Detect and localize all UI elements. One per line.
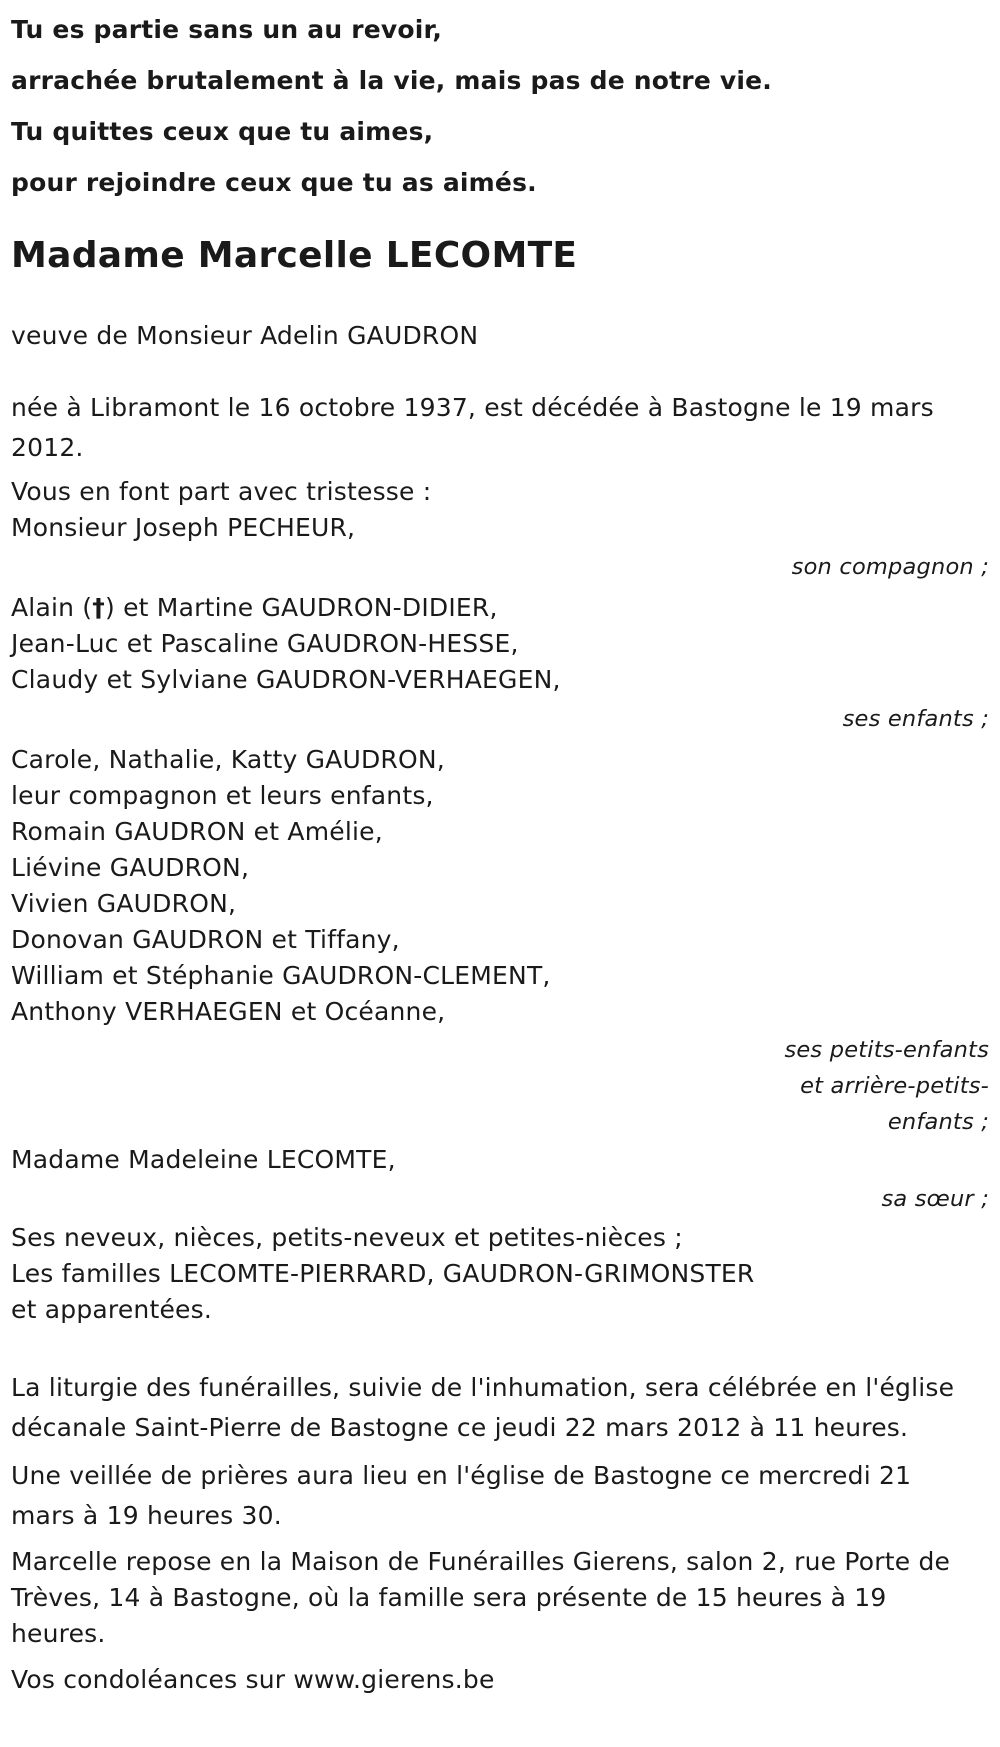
- obituary-content: [11, 0, 989, 1700]
- companion-relation: son compagnon ;: [791, 554, 989, 580]
- poem-line: pour rejoindre ceux que tu as aimés.: [11, 168, 537, 197]
- birth-death-info: née à Libramont le 16 octobre 1937, est décédée à Bastogne le 19 mars 2012.: [11, 393, 934, 462]
- companion-name: Monsieur Joseph PECHEUR,: [11, 513, 356, 542]
- grandchildren-relation: [11, 1032, 989, 1140]
- grandchild-line: Carole, Nathalie, Katty GAUDRON,: [11, 745, 445, 774]
- grandchild-line: Anthony VERHAEGEN et Océanne,: [11, 997, 446, 1026]
- widow-of: veuve de Monsieur Adelin GAUDRON: [11, 321, 479, 350]
- grandchild-line: Vivien GAUDRON,: [11, 889, 237, 918]
- announcement-intro: Vous en font part avec tristesse :: [11, 477, 432, 506]
- vigil-info: Une veillée de prières aura lieu en l'église de Bastogne ce mercredi 21 mars à 19 heures 30.: [11, 1461, 912, 1530]
- grandchild-line: William et Stéphanie GAUDRON-CLEMENT,: [11, 961, 551, 990]
- grandchildren-list: [11, 742, 989, 1030]
- grandchild-line: leur compagnon et leurs enfants,: [11, 781, 434, 810]
- other-relatives-line: et apparentées.: [11, 1295, 212, 1324]
- child-line-end: ) et Martine GAUDRON-DIDIER,: [104, 593, 498, 622]
- child-line-start: Alain (: [11, 593, 93, 622]
- other-relatives: [11, 1220, 989, 1328]
- poem-line: arrachée brutalement à la vie, mais pas de notre vie.: [11, 66, 773, 95]
- grandchild-line: Liévine GAUDRON,: [11, 853, 250, 882]
- poem-line: Tu quittes ceux que tu aimes,: [11, 117, 434, 146]
- sister-relation: sa sœur ;: [881, 1186, 989, 1212]
- poem: [11, 0, 989, 208]
- child-line: Jean-Luc et Pascaline GAUDRON-HESSE,: [11, 629, 519, 658]
- deceased-name: Madame Marcelle LECOMTE: [11, 235, 578, 276]
- other-relatives-line: Ses neveux, nièces, petits-neveux et petites-nièces ;: [11, 1223, 683, 1252]
- funeral-info: La liturgie des funérailles, suivie de l'inhumation, sera célébrée en l'église décanale Saint-Pierre de Bastogne ce jeudi 22 mars 2012 à 11 heures.: [11, 1373, 955, 1442]
- cross-icon: †: [92, 593, 105, 622]
- condolences-info: Vos condoléances sur www.gierens.be: [11, 1665, 495, 1694]
- grandchildren-relation-line: enfants ;: [887, 1109, 989, 1135]
- child-line: Claudy et Sylviane GAUDRON-VERHAEGEN,: [11, 665, 561, 694]
- resting-info: Marcelle repose en la Maison de Funérailles Gierens, salon 2, rue Porte de Trèves, 14 à Bastogne, où la famille sera présente de 15 heures à 19 heures.: [11, 1547, 951, 1648]
- other-relatives-line: Les familles LECOMTE-PIERRARD, GAUDRON-GRIMONSTER: [11, 1259, 755, 1288]
- grandchildren-relation-line: et arrière-petits-: [800, 1073, 989, 1099]
- child-line: [11, 590, 989, 626]
- grandchildren-relation-line: ses petits-enfants: [784, 1037, 989, 1063]
- poem-line: Tu es partie sans un au revoir,: [11, 15, 443, 44]
- grandchild-line: Romain GAUDRON et Amélie,: [11, 817, 383, 846]
- children-relation: ses enfants ;: [842, 706, 989, 732]
- grandchild-line: Donovan GAUDRON et Tiffany,: [11, 925, 400, 954]
- sister-name: Madame Madeleine LECOMTE,: [11, 1145, 396, 1174]
